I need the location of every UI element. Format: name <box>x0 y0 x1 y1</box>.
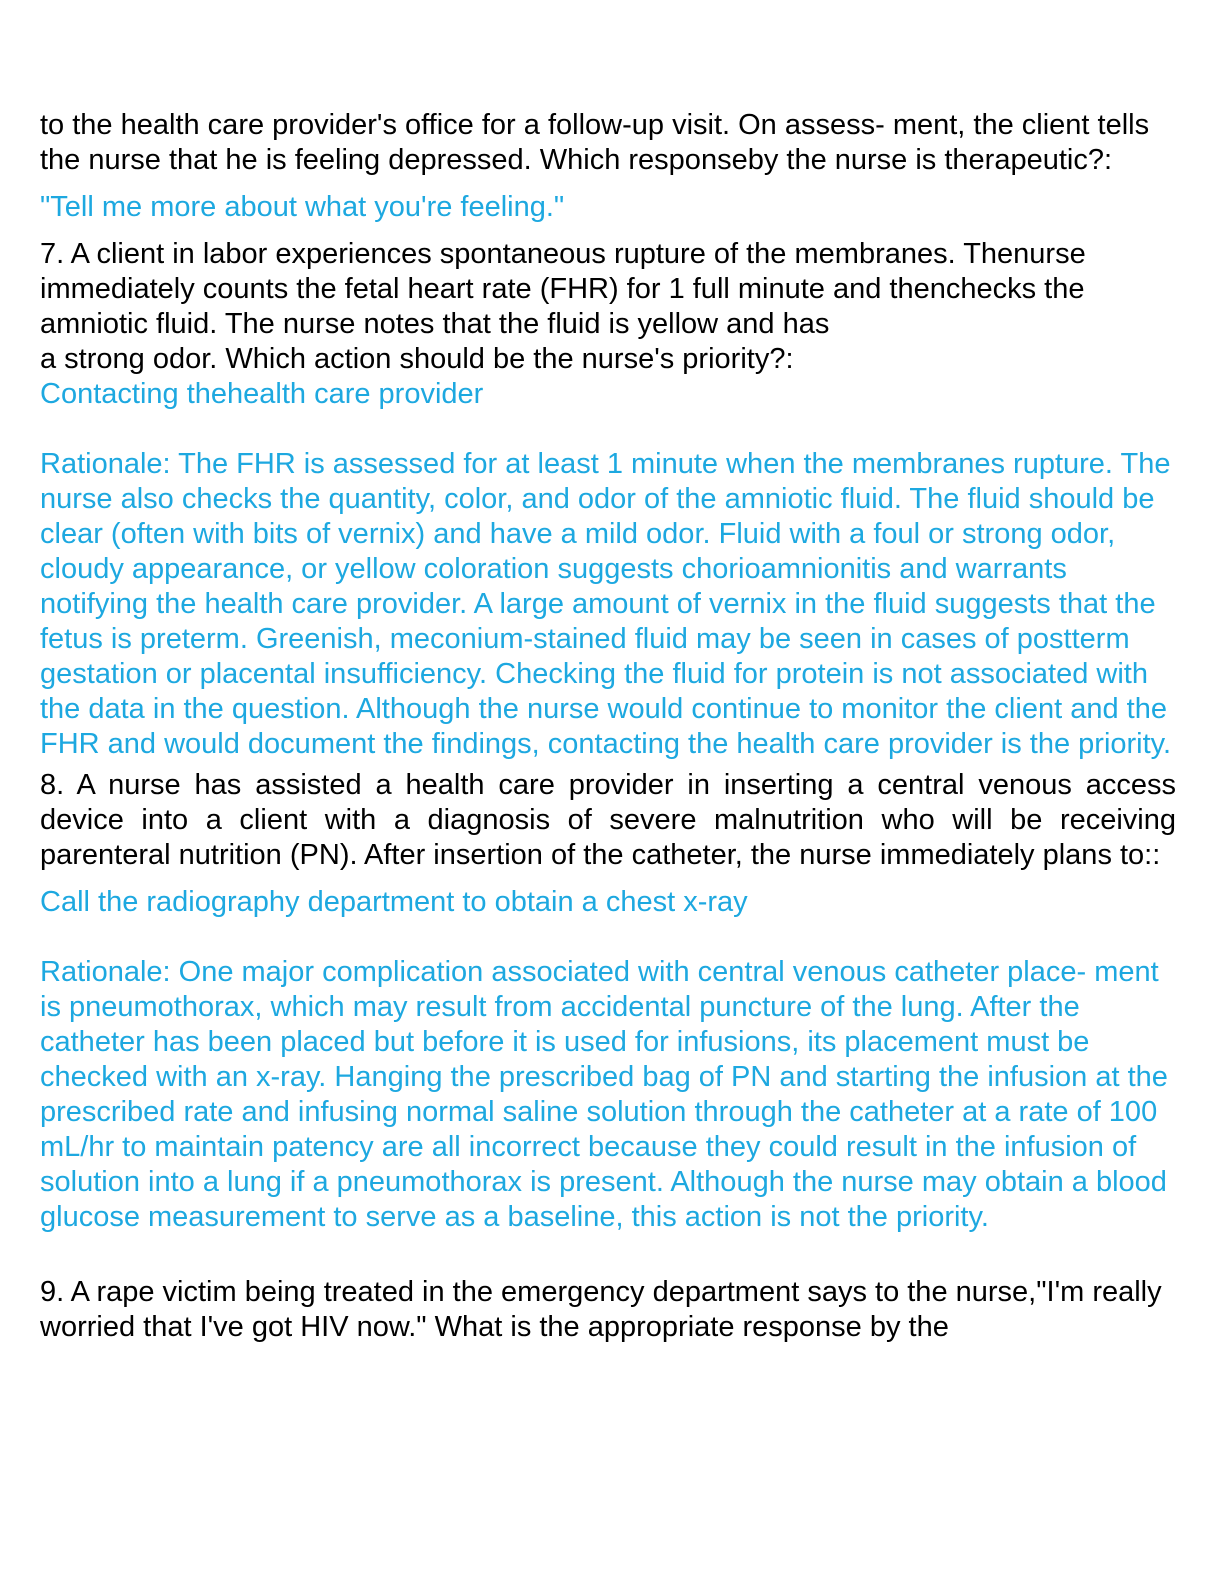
q7-answer: Contacting thehealth care provider <box>40 378 484 410</box>
q9-question: 9. A rape victim being treated in the emergency department says to the nurse,"I'm really worried that I've got HIV now." What is the appropriate response by the <box>40 1276 1162 1343</box>
q7-question-end: a strong odor. Which action should be the nurse's priority?: <box>40 343 794 375</box>
q8-question: 8. A nurse has assisted a health care provider in inserting a central venous access device into a client with a diagnosis of severe malnutrition who will be receiving parenteral nutrition (PN). After insertion of the catheter, the nurse immediately plans to:: <box>40 769 1176 871</box>
q7-rationale: Rationale: The FHR is assessed for at least 1 minute when the membranes rupture. The nurse also checks the quantity, color, and odor of the amniotic fluid. The fluid should be clear (often with bits of vernix) and have a mild odor. Fluid with a foul or strong odor, cloudy appearance, or yellow coloration suggests chorioamnionitis and warrants notifying the health care provider. A large amount of vernix in the fluid suggests that the fetus is preterm. Greenish, meconium-stained fluid may be seen in cases of postterm gestation or placental insufficiency. Checking the fluid for protein is not associated with the data in the question. Although the nurse would continue to monitor the client and the FHR and would document the findings, contacting the health care provider is the priority. <box>40 448 1172 760</box>
document-page <box>40 108 1176 1345</box>
q7-question: 7. A client in labor experiences spontaneous rupture of the membranes. Thenurse immediately counts the fetal heart rate (FHR) for 1 full minute and thenchecks the amniotic fluid. The nurse notes that the fluid is yellow and has <box>40 238 1086 340</box>
q8-rationale: Rationale: One major complication associated with central venous catheter place- ment is pneumothorax, which may result from accidental puncture of the lung. After the catheter has been placed but before it is used for infusions, its placement must be checked with an x-ray. Hanging the prescribed bag of PN and starting the infusion at the prescribed rate and infusing normal saline solution through the catheter at a rate of 100 mL/hr to maintain patency are all incorrect because they could result in the infusion of solution into a lung if a pneumothorax is present. Although the nurse may obtain a blood glucose measurement to serve as a baseline, this action is not the priority. <box>40 956 1168 1233</box>
q6-answer: "Tell me more about what you're feeling." <box>40 191 565 223</box>
q6-continued-text: to the health care provider's office for a follow-up visit. On assess- ment, the client tells the nurse that he is feeling depressed. Which responseby the nurse is therapeutic?: <box>40 109 1150 176</box>
q8-answer: Call the radiography department to obtain a chest x-ray <box>40 886 748 918</box>
